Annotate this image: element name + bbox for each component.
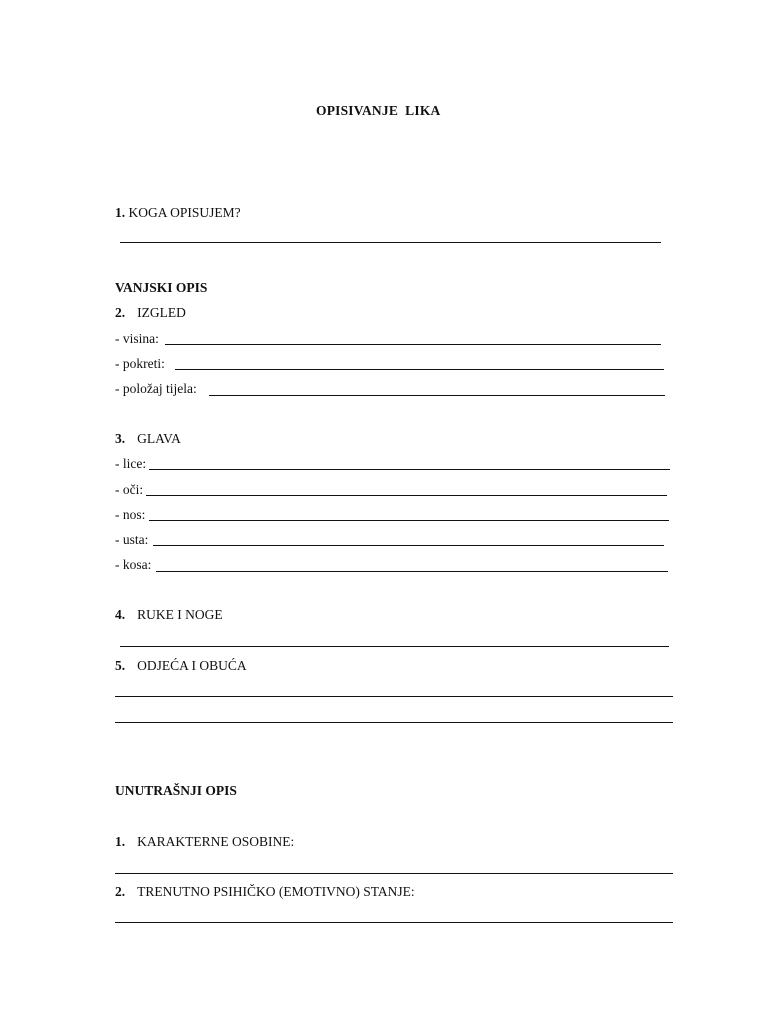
answer-line-oci[interactable]: [146, 495, 667, 496]
answer-line-odjeca-2[interactable]: [115, 722, 673, 723]
question-label: IZGLED: [137, 305, 186, 320]
question-label: KARAKTERNE OSOBINE:: [137, 834, 295, 849]
question-number: 1.: [115, 205, 126, 220]
section-heading-unutrasnji-opis: UNUTRAŠNJI OPIS: [115, 783, 237, 798]
answer-line-kosa[interactable]: [156, 571, 668, 572]
section-heading-vanjski-opis: VANJSKI OPIS: [115, 280, 208, 295]
question-label: ODJEĆA I OBUĆA: [137, 658, 247, 673]
answer-line-odjeca-1[interactable]: [115, 696, 673, 697]
question-glava: [115, 431, 181, 447]
answer-line-lice[interactable]: [149, 469, 670, 470]
question-label: TRENUTNO PSIHIČKO (EMOTIVNO) STANJE:: [137, 884, 415, 899]
question-emotivno-stanje: [115, 884, 415, 900]
question-number: 1.: [115, 834, 126, 849]
question-number: 2.: [115, 884, 126, 899]
answer-line-usta[interactable]: [153, 545, 664, 546]
answer-line-ruke-i-noge[interactable]: [120, 646, 669, 647]
question-karakterne-osobine: [115, 834, 294, 850]
field-label-visina: - visina:: [115, 331, 159, 346]
question-ruke-i-noge: [115, 607, 223, 623]
question-label: KOGA OPISUJEM?: [128, 205, 241, 220]
answer-line-polozaj-tijela[interactable]: [209, 395, 665, 396]
page-title: OPISIVANJE LIKA: [316, 103, 441, 118]
answer-line-karakterne-osobine[interactable]: [115, 873, 673, 874]
question-number: 5.: [115, 658, 126, 673]
answer-line-nos[interactable]: [149, 520, 669, 521]
field-label-usta: - usta:: [115, 532, 149, 547]
question-izgled: [115, 305, 186, 321]
question-odjeca-i-obuca: [115, 658, 247, 674]
field-label-lice: - lice:: [115, 456, 147, 471]
answer-line-koga-opisujem[interactable]: [120, 242, 661, 243]
answer-line-visina[interactable]: [165, 344, 661, 345]
field-label-kosa: - kosa:: [115, 557, 152, 572]
question-number: 4.: [115, 607, 126, 622]
question-label: RUKE I NOGE: [137, 607, 223, 622]
field-label-nos: - nos:: [115, 507, 146, 522]
answer-line-pokreti[interactable]: [175, 369, 664, 370]
answer-line-emotivno-stanje[interactable]: [115, 922, 673, 923]
field-label-pokreti: - pokreti:: [115, 356, 169, 371]
field-label-polozaj-tijela: - položaj tijela:: [115, 381, 197, 396]
question-koga-opisujem: [115, 205, 241, 221]
field-label-oci: - oči:: [115, 482, 144, 497]
question-label: GLAVA: [137, 431, 181, 446]
question-number: 3.: [115, 431, 126, 446]
question-number: 2.: [115, 305, 126, 320]
